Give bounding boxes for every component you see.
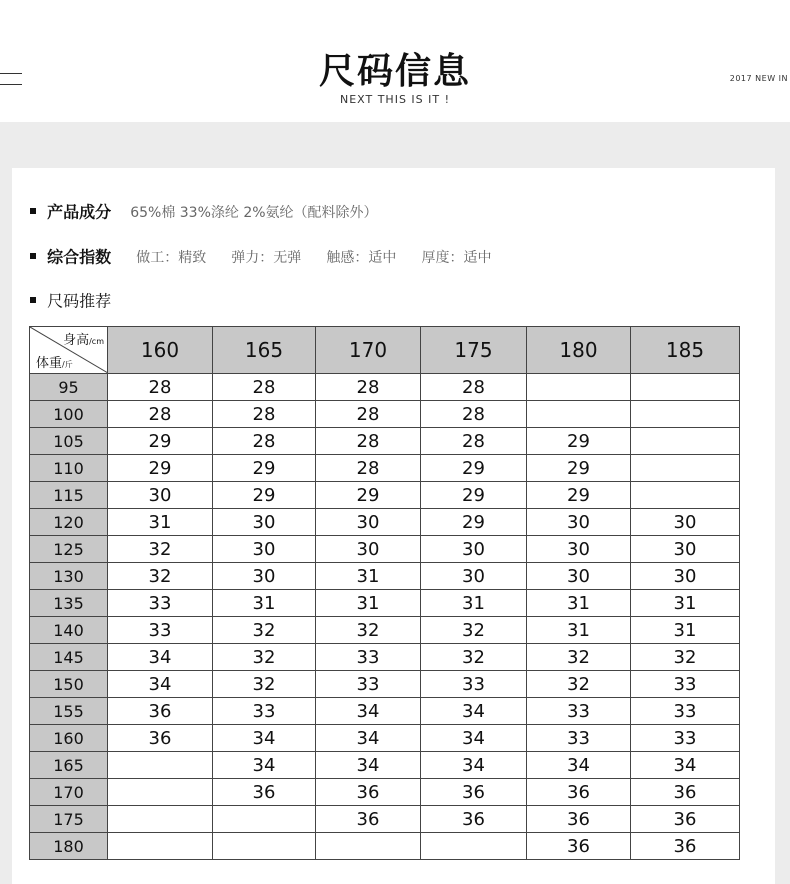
height-header-cell: 180 [527,327,631,374]
size-cell: 28 [108,401,213,428]
corner-height-unit: /cm [89,337,104,346]
table-row [30,590,740,617]
size-cell: 32 [527,671,631,698]
size-cell: 34 [421,698,527,725]
weight-cell: 145 [30,644,108,671]
size-cell: 33 [316,644,421,671]
height-header-cell: 175 [421,327,527,374]
size-cell: 31 [108,509,213,536]
size-cell [108,806,213,833]
size-cell: 30 [631,509,740,536]
height-header-cell: 170 [316,327,421,374]
size-cell: 29 [527,482,631,509]
weight-cell: 110 [30,455,108,482]
table-row [30,563,740,590]
size-cell: 36 [631,806,740,833]
metric-thickness: 厚度：适中 [421,249,492,266]
page-header [0,0,790,122]
size-cell: 28 [213,428,316,455]
size-cell: 34 [527,752,631,779]
size-cell [631,374,740,401]
composition-value: 65%棉 33%涤纶 2%氨纶（配料除外） [130,204,378,221]
size-cell: 32 [213,617,316,644]
metric-touch: 触感：适中 [326,249,397,266]
recommend-label: 尺码推荐 [47,291,112,311]
size-cell: 29 [421,455,527,482]
table-row [30,482,740,509]
metric-elasticity: 弹力：无弹 [231,249,302,266]
size-cell: 33 [316,671,421,698]
corner-weight-label: 体重 [36,356,63,371]
size-cell [421,833,527,860]
table-row [30,401,740,428]
size-cell: 28 [421,401,527,428]
size-cell: 32 [213,671,316,698]
metric-workmanship: 做工：精致 [136,249,207,266]
corner-tag: 2017 NEW IN [729,74,788,83]
size-table [29,326,740,860]
size-cell: 34 [421,725,527,752]
size-cell: 31 [527,590,631,617]
size-cell: 34 [421,752,527,779]
corner-height-label: 身高 [63,333,90,348]
size-cell: 33 [213,698,316,725]
size-cell: 32 [108,563,213,590]
size-cell: 30 [421,563,527,590]
table-row [30,428,740,455]
size-cell: 30 [631,536,740,563]
size-cell [631,401,740,428]
size-cell: 30 [213,536,316,563]
table-row [30,779,740,806]
weight-cell: 125 [30,536,108,563]
size-cell: 36 [421,779,527,806]
weight-cell: 170 [30,779,108,806]
size-cell: 30 [213,509,316,536]
weight-cell: 160 [30,725,108,752]
index-row [30,245,491,269]
size-cell: 36 [213,779,316,806]
size-cell: 30 [527,563,631,590]
size-cell: 33 [108,590,213,617]
size-cell: 28 [213,401,316,428]
weight-cell: 155 [30,698,108,725]
table-row [30,806,740,833]
size-cell: 36 [631,833,740,860]
weight-cell: 100 [30,401,108,428]
size-cell: 36 [631,779,740,806]
size-cell: 33 [631,725,740,752]
size-cell [213,833,316,860]
size-cell: 36 [527,806,631,833]
table-header-row [30,327,740,374]
table-row [30,536,740,563]
size-cell: 29 [421,482,527,509]
weight-cell: 150 [30,671,108,698]
size-cell: 31 [421,590,527,617]
size-cell: 34 [213,752,316,779]
size-cell: 36 [527,833,631,860]
weight-cell: 120 [30,509,108,536]
table-body [30,374,740,860]
size-cell: 36 [316,779,421,806]
size-cell: 30 [316,536,421,563]
height-header-cell: 160 [108,327,213,374]
size-cell: 28 [421,428,527,455]
size-cell: 29 [213,455,316,482]
size-cell: 32 [631,644,740,671]
size-cell: 33 [631,698,740,725]
size-cell: 30 [108,482,213,509]
size-cell: 33 [421,671,527,698]
size-cell: 31 [213,590,316,617]
table-row [30,374,740,401]
size-cell: 33 [631,671,740,698]
weight-cell: 115 [30,482,108,509]
size-cell: 34 [631,752,740,779]
size-cell: 30 [631,563,740,590]
size-cell [108,779,213,806]
size-cell: 31 [527,617,631,644]
size-cell: 34 [316,698,421,725]
size-cell: 28 [108,374,213,401]
size-cell: 28 [316,401,421,428]
size-cell [631,482,740,509]
table-corner-cell [30,327,108,374]
size-cell: 30 [527,509,631,536]
size-cell: 30 [421,536,527,563]
size-cell: 33 [527,725,631,752]
size-cell: 36 [316,806,421,833]
square-bullet-icon [30,208,36,214]
size-cell: 29 [527,428,631,455]
weight-cell: 130 [30,563,108,590]
corner-weight-unit: /斤 [62,360,73,369]
page-title: 尺码信息 [318,51,471,92]
size-cell: 28 [316,374,421,401]
size-cell: 31 [631,617,740,644]
size-cell [213,806,316,833]
size-cell: 30 [213,563,316,590]
table-row [30,833,740,860]
size-cell: 29 [316,482,421,509]
size-cell: 36 [421,806,527,833]
size-cell: 34 [108,671,213,698]
weight-cell: 140 [30,617,108,644]
size-cell: 32 [527,644,631,671]
table-row [30,644,740,671]
weight-cell: 180 [30,833,108,860]
size-cell: 29 [213,482,316,509]
table-row [30,752,740,779]
size-cell: 32 [316,617,421,644]
size-cell: 28 [316,455,421,482]
height-header-cell: 165 [213,327,316,374]
size-cell [527,401,631,428]
square-bullet-icon [30,297,36,303]
recommend-row [30,289,111,313]
page-subtitle: NEXT THIS IS IT ! [339,93,451,106]
size-cell: 31 [316,590,421,617]
size-cell: 34 [213,725,316,752]
size-cell [631,428,740,455]
size-cell: 29 [527,455,631,482]
weight-cell: 95 [30,374,108,401]
size-cell: 33 [527,698,631,725]
size-cell: 28 [421,374,527,401]
size-cell: 32 [108,536,213,563]
height-header-cell: 185 [631,327,740,374]
size-cell: 29 [108,455,213,482]
size-cell: 31 [316,563,421,590]
size-cell [108,833,213,860]
composition-label: 产品成分 [47,202,112,222]
table-row [30,455,740,482]
weight-cell: 105 [30,428,108,455]
size-cell: 34 [316,752,421,779]
size-cell: 31 [631,590,740,617]
size-cell: 29 [108,428,213,455]
size-cell: 34 [316,725,421,752]
table-row [30,698,740,725]
size-cell: 34 [108,644,213,671]
index-label: 综合指数 [47,247,112,267]
size-cell: 36 [527,779,631,806]
size-cell: 30 [316,509,421,536]
size-cell [631,455,740,482]
size-cell [527,374,631,401]
size-cell [316,833,421,860]
weight-cell: 135 [30,590,108,617]
size-cell: 28 [316,428,421,455]
weight-cell: 175 [30,806,108,833]
size-cell: 33 [108,617,213,644]
size-cell: 32 [421,617,527,644]
size-cell: 36 [108,698,213,725]
size-cell: 28 [213,374,316,401]
table-row [30,671,740,698]
square-bullet-icon [30,253,36,259]
size-cell: 30 [527,536,631,563]
table-row [30,509,740,536]
weight-cell: 165 [30,752,108,779]
table-row [30,617,740,644]
size-info-panel [12,168,775,884]
size-cell: 29 [421,509,527,536]
composition-row [30,200,378,224]
size-cell [108,752,213,779]
table-row [30,725,740,752]
size-cell: 32 [421,644,527,671]
size-cell: 32 [213,644,316,671]
size-cell: 36 [108,725,213,752]
